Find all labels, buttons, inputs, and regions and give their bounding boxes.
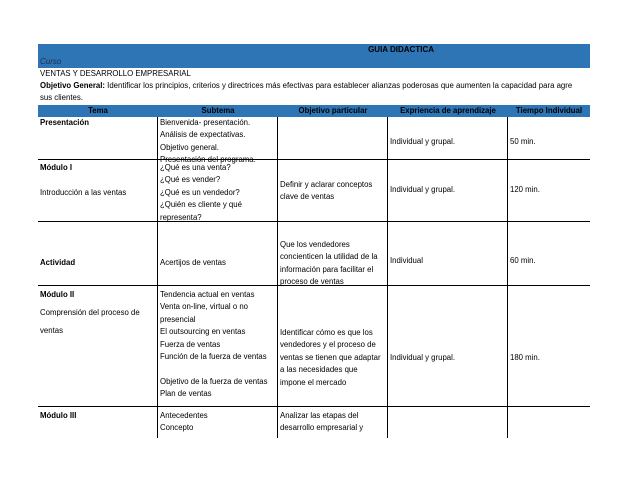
row-objetivo: vendedores y el proceso de bbox=[280, 340, 376, 350]
row-subtema: Plan de ventas bbox=[160, 389, 212, 399]
row-subtema: Objetivo de la fuerza de ventas bbox=[160, 376, 268, 386]
row-subtema: presencial bbox=[160, 314, 196, 324]
grid-divider bbox=[38, 221, 590, 222]
row-objetivo: Que los vendedores bbox=[280, 240, 350, 249]
row-subtema: Acertijos de ventas bbox=[160, 258, 226, 267]
row-tema: Presentación bbox=[40, 118, 89, 127]
course-name: VENTAS Y DESARROLLO EMPRESARIAL bbox=[40, 69, 191, 78]
column-header-tiempo[interactable]: Tiempo Individual bbox=[515, 106, 583, 115]
column-header-experiencia[interactable]: Expriencia de aprendizaje bbox=[400, 106, 496, 115]
row-experiencia: Individual bbox=[390, 256, 423, 265]
row-subtema: El outsourcing en ventas bbox=[160, 327, 246, 337]
row-tiempo: 180 min. bbox=[510, 352, 540, 362]
objetivo-text-continued: sus clientes. bbox=[40, 93, 83, 103]
row-subtema: Fuerza de ventas bbox=[160, 339, 221, 349]
row-subtema: ¿Qué es un vendedor? bbox=[160, 187, 240, 197]
column-header-row bbox=[38, 105, 590, 117]
row-objetivo: impone el mercado bbox=[280, 377, 347, 387]
grid-divider bbox=[38, 159, 590, 160]
title-row[interactable] bbox=[38, 44, 590, 56]
row-tema: Módulo II bbox=[40, 290, 75, 299]
curso-label: Curso bbox=[40, 57, 62, 66]
row-subtema: ¿Quién es cliente y qué bbox=[160, 200, 242, 210]
row-tema: Comprensión del proceso de bbox=[40, 308, 140, 317]
row-subtema: Objetivo general. bbox=[160, 142, 219, 152]
grid-divider bbox=[277, 117, 278, 438]
row-objetivo: Analizar las etapas del bbox=[280, 411, 359, 420]
column-header-subtema[interactable]: Subtema bbox=[201, 106, 235, 115]
grid-divider bbox=[157, 117, 158, 438]
objetivo-label: Objetivo General: bbox=[40, 81, 105, 90]
row-tiempo: 50 min. bbox=[510, 137, 536, 146]
row-tema: Módulo III bbox=[40, 411, 77, 420]
row-tiempo: 60 min. bbox=[510, 256, 536, 265]
data-grid bbox=[38, 117, 590, 438]
row-tema: Módulo I bbox=[40, 163, 73, 172]
row-subtema: Antecedentes bbox=[160, 411, 208, 420]
row-subtema: ¿Qué es una venta? bbox=[160, 163, 231, 172]
row-subtema: representa? bbox=[160, 212, 202, 222]
row-objetivo: proceso de ventas bbox=[280, 277, 344, 287]
row-objetivo: a las necesidades que bbox=[280, 365, 358, 375]
row-objetivo: clave de ventas bbox=[280, 192, 335, 202]
column-header-tema[interactable]: Tema bbox=[88, 106, 108, 115]
sheet-title: GUIA DIDACTICA bbox=[368, 45, 434, 54]
column-header-objetivo[interactable]: Objetivo particular bbox=[298, 106, 368, 115]
row-subtema: Análisis de expectativas. bbox=[160, 130, 246, 140]
row-tema: Introducción a las ventas bbox=[40, 187, 127, 197]
grid-divider bbox=[38, 406, 590, 407]
objetivo-text: Identificar los principios, criterios y directrices más efectivas para establecer alianzas poderosas que aumenten la capacidad para agre bbox=[105, 81, 573, 90]
row-experiencia: Individual y grupal. bbox=[390, 185, 456, 194]
curso-label-row[interactable] bbox=[38, 56, 590, 68]
objetivo-general bbox=[40, 80, 588, 104]
row-subtema: Presentación del programa. bbox=[160, 155, 256, 165]
grid-divider bbox=[387, 117, 388, 438]
row-subtema: ¿Qué es vender? bbox=[160, 175, 221, 185]
row-subtema: Tendencia actual en ventas bbox=[160, 290, 255, 299]
course-name-row[interactable] bbox=[38, 68, 590, 80]
row-experiencia: Individual y grupal. bbox=[390, 137, 456, 146]
row-objetivo: desarrollo empresarial y bbox=[280, 423, 364, 433]
row-subtema: Venta on-line, virtual o no bbox=[160, 302, 248, 312]
row-tiempo: 120 min. bbox=[510, 185, 540, 194]
row-subtema: Función de la fuerza de ventas bbox=[160, 352, 267, 361]
row-subtema: Bienvenida- presentación. bbox=[160, 118, 251, 127]
row-objetivo: información para facilitar el bbox=[280, 264, 374, 274]
row-objetivo: concienticen la utilidad de la bbox=[280, 252, 378, 262]
row-experiencia: Individual y grupal. bbox=[390, 352, 456, 362]
row-tema: Actividad bbox=[40, 258, 76, 267]
spreadsheet bbox=[38, 44, 590, 438]
objetivo-row[interactable] bbox=[38, 80, 590, 105]
row-subtema: Concepto bbox=[160, 423, 194, 433]
row-tema: ventas bbox=[40, 326, 63, 335]
row-objetivo: ventas se tienen que adaptar bbox=[280, 352, 381, 362]
row-objetivo: Definir y aclarar conceptos bbox=[280, 180, 373, 189]
row-objetivo: Identificar cómo es que los bbox=[280, 328, 373, 337]
grid-divider bbox=[507, 117, 508, 438]
